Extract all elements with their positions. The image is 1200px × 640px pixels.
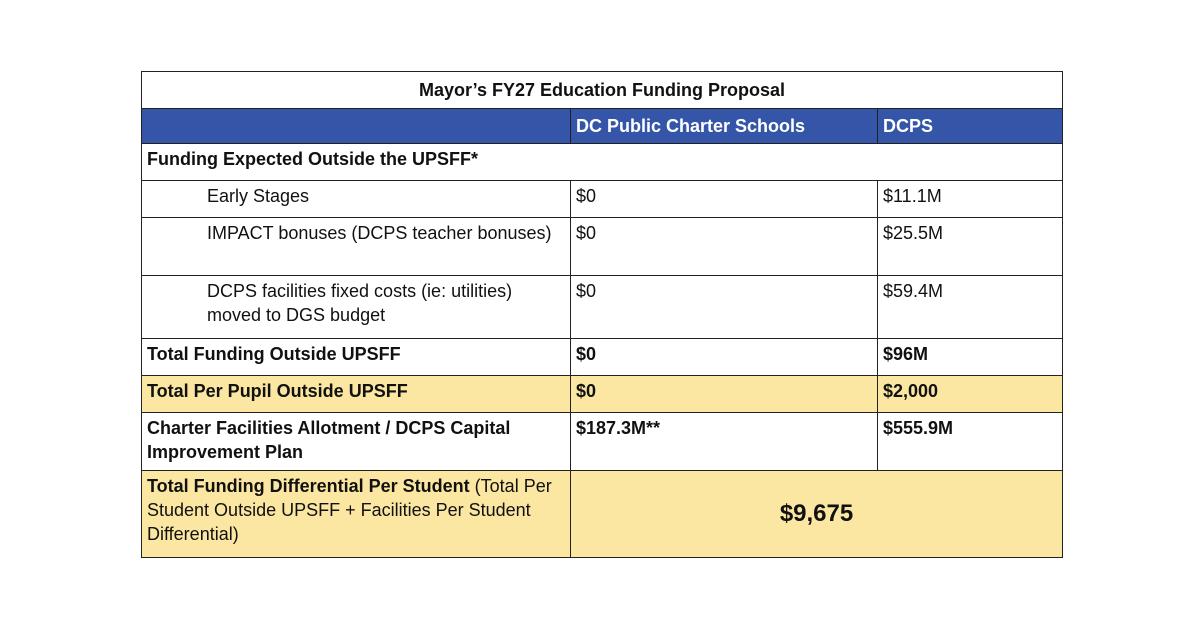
row-charter-value: $0 [571, 218, 878, 276]
header-label-cell [142, 109, 571, 144]
total-row [142, 339, 1063, 376]
row-charter-value: $187.3M** [571, 413, 878, 471]
row-label: IMPACT bonuses (DCPS teacher bonuses) [142, 218, 571, 276]
row-label: Charter Facilities Allotment / DCPS Capital Improvement Plan [142, 413, 571, 471]
final-label-rest: (Total Per Student Outside UPSFF + Facilities Per Student Differential) [147, 476, 552, 544]
table-row [142, 276, 1063, 339]
table-title-row [142, 72, 1063, 109]
table-row [142, 181, 1063, 218]
section-heading-row [142, 144, 1063, 181]
row-label: DCPS facilities fixed costs (ie: utilities) moved to DGS budget [142, 276, 571, 339]
final-label-bold: Total Funding Differential Per Student [147, 476, 470, 496]
final-label [142, 471, 571, 558]
final-differential-row [142, 471, 1063, 558]
row-charter-value: $0 [571, 181, 878, 218]
final-differential-value: $9,675 [571, 471, 1063, 558]
table-title: Mayor’s FY27 Education Funding Proposal [142, 72, 1063, 109]
row-dcps-value: $2,000 [878, 376, 1063, 413]
row-charter-value: $0 [571, 376, 878, 413]
facilities-row [142, 413, 1063, 471]
table-header-row [142, 109, 1063, 144]
funding-proposal-table [141, 71, 1063, 558]
section-heading: Funding Expected Outside the UPSFF* [142, 144, 1063, 181]
row-dcps-value: $11.1M [878, 181, 1063, 218]
row-label: Early Stages [142, 181, 571, 218]
per-pupil-row [142, 376, 1063, 413]
row-label: Total Funding Outside UPSFF [142, 339, 571, 376]
row-dcps-value: $25.5M [878, 218, 1063, 276]
row-dcps-value: $96M [878, 339, 1063, 376]
row-dcps-value: $555.9M [878, 413, 1063, 471]
row-dcps-value: $59.4M [878, 276, 1063, 339]
header-charter: DC Public Charter Schools [571, 109, 878, 144]
row-charter-value: $0 [571, 339, 878, 376]
table-row [142, 218, 1063, 276]
row-label: Total Per Pupil Outside UPSFF [142, 376, 571, 413]
header-dcps: DCPS [878, 109, 1063, 144]
row-charter-value: $0 [571, 276, 878, 339]
